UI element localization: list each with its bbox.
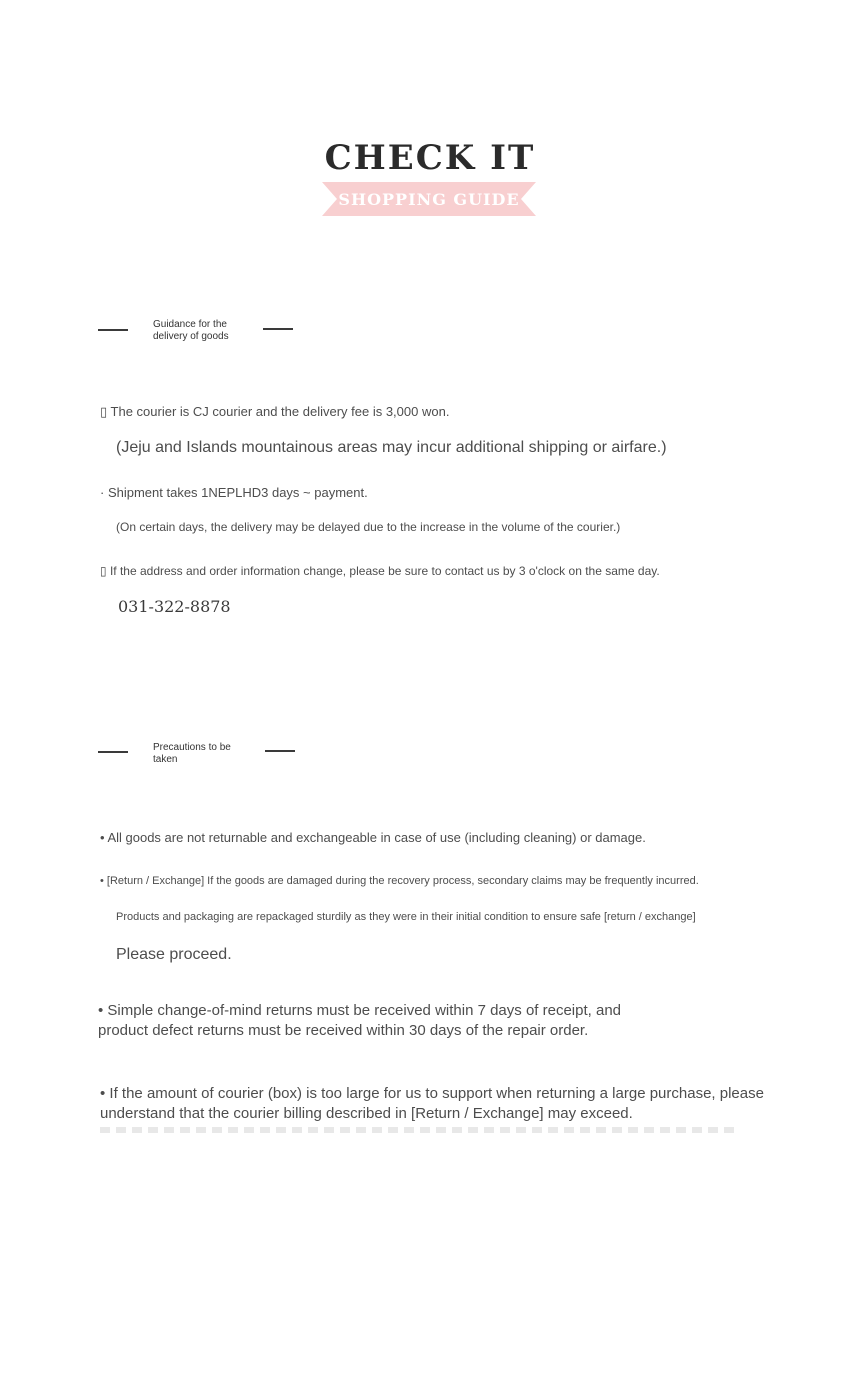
heading-dash-right bbox=[263, 328, 293, 330]
precaution-line-2: • [Return / Exchange] If the goods are damaged during the recovery process, secondary claims may be frequently incurred. bbox=[100, 875, 699, 887]
precaution-line-4: Please proceed. bbox=[116, 946, 232, 963]
ribbon-label: SHOPPING GUIDE bbox=[338, 190, 520, 209]
heading-dash-right bbox=[265, 750, 295, 752]
delivery-line-5: ▯ If the address and order information change, please be sure to contact us by 3 o'clock on the same day. bbox=[100, 564, 660, 578]
precaution-paragraph-1: • Simple change-of-mind returns must be received within 7 days of receipt, and product defect returns must be received within 30 days of the repair order. bbox=[98, 1002, 622, 1039]
heading-dash-left bbox=[98, 329, 128, 331]
precaution-paragraph-2: • If the amount of courier (box) is too large for us to support when returning a large purchase, please understand that the courier billing described in [Return / Exchange] may exceed. bbox=[100, 1085, 764, 1122]
delivery-line-2: (Jeju and Islands mountainous areas may incur additional shipping or airfare.) bbox=[116, 439, 667, 456]
bullet-glyph: ▯ bbox=[100, 564, 107, 578]
contact-phone: 031-322-8878 bbox=[118, 597, 231, 616]
page-title: CHECK IT bbox=[324, 138, 536, 178]
delivery-line-3: · Shipment takes 1NEPLHD3 days ~ payment. bbox=[100, 485, 368, 500]
delivery-line-4: (On certain days, the delivery may be delayed due to the increase in the volume of the courier.) bbox=[116, 520, 621, 534]
delivery-section-heading: Guidance for the delivery of goods bbox=[153, 319, 229, 342]
precaution-line-3: Products and packaging are repackaged sturdily as they were in their initial condition to ensure safe [return / exchange] bbox=[116, 911, 696, 923]
precaution-line-1: • All goods are not returnable and exchangeable in case of use (including cleaning) or damage. bbox=[100, 830, 646, 845]
cropped-text-remnant bbox=[100, 1127, 740, 1133]
heading-dash-left bbox=[98, 751, 128, 753]
bullet-glyph: ▯ bbox=[100, 404, 108, 419]
precautions-section-heading: Precautions to be taken bbox=[153, 742, 231, 765]
delivery-line-1: ▯ The courier is CJ courier and the delivery fee is 3,000 won. bbox=[100, 404, 450, 419]
